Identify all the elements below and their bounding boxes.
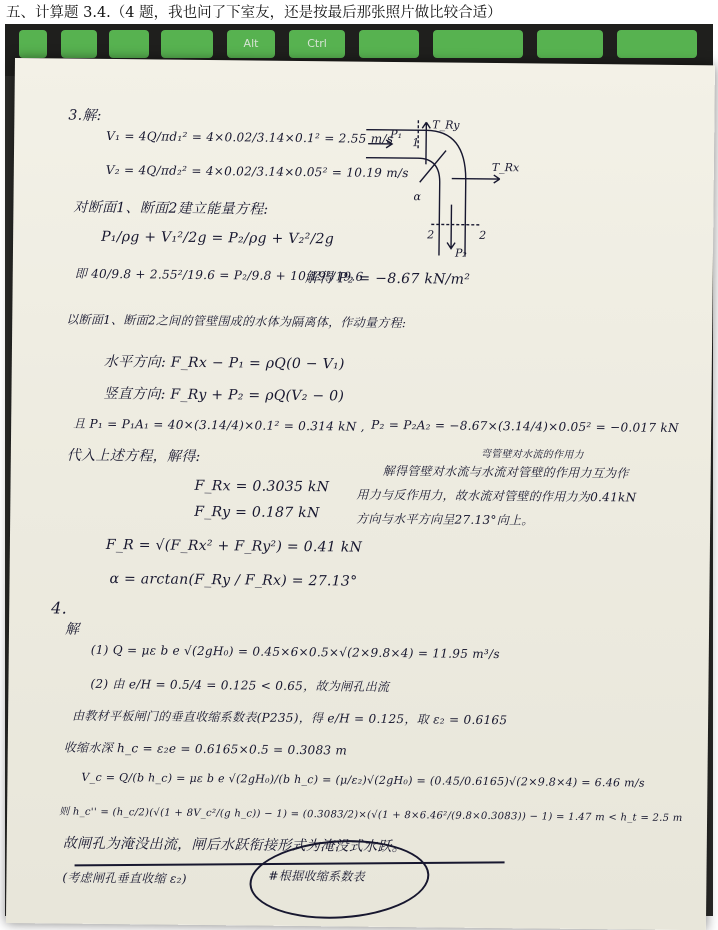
sketch-label: T_Rx — [492, 161, 520, 174]
keyboard-key — [61, 30, 97, 58]
jump-conclusion: 故闸孔为淹没出流，闸后水跃衔接形式为淹没式水跃。 — [63, 833, 406, 857]
keyboard-key — [617, 30, 697, 58]
margin-note-insert: 弯管壁对水流的作用力 — [481, 445, 584, 461]
keyboard-key-ctrl: Ctrl — [289, 30, 345, 58]
substitute-intro: 代入上述方程，解得: — [67, 445, 201, 466]
pressure-2-result: 解得 P₂ = −8.67 kN/m² — [305, 267, 471, 289]
vertical-momentum: 竖直方向: F_Ry + P₂ = ρQ(V₂ − 0) — [103, 383, 344, 406]
force-1-line: 且 P₁ = P₁A₁ = 40×(3.14/4)×0.1² = 0.314 kN , — [73, 415, 365, 435]
conclusion-line-2: 用力与反作用力，故水流对管壁的作用力为0.41kN — [356, 486, 636, 506]
conclusion-line-1: 解得管壁对水流与水流对管壁的作用力互为作 — [383, 462, 629, 482]
problem-4-label: 4. — [51, 598, 67, 617]
sketch-label: α — [414, 190, 422, 203]
energy-equation: P₁/ρg + V₁²/2g = P₂/ρg + V₂²/2g — [101, 229, 334, 247]
keyboard-key — [161, 30, 213, 58]
solve-label: 解 — [65, 619, 80, 639]
resultant-arrow — [420, 150, 446, 182]
conjugate-depth-line: 则 h_c'' = (h_c/2)(√(1 + 8V_c²/(g h_c)) − 1) = (0.3083/2)×(√(1 + 8×6.46²/(9.8×0.3083)) − 1) = 1.47 m < h_t = 2.5 m — [59, 803, 683, 825]
notebook-photo — [5, 24, 713, 916]
problem-3-label: 3.解: — [68, 105, 101, 125]
keyboard-key — [109, 30, 149, 58]
orifice-flow-check: (2) 由 e/H = 0.5/4 = 0.125 < 0.65，故为闸孔出流 — [90, 675, 389, 695]
sketch-label: T_Ry — [432, 118, 460, 131]
force-ry-result: F_Ry = 0.187 kN — [194, 504, 319, 521]
velocity-2-line: V₂ = 4Q/πd₂² = 4×0.02/3.14×0.05² = 10.19 m/s — [106, 163, 409, 180]
energy-equation-intro: 对断面1、断面2建立能量方程: — [73, 197, 268, 219]
force-angle: α = arctan(F_Ry / F_Rx) = 27.13° — [109, 571, 357, 590]
circled-note-text: #根据收缩系数表 — [268, 867, 365, 885]
bend-pipe-diagram — [355, 120, 514, 262]
momentum-equation-intro: 以断面1、断面2之间的管壁围成的水体为隔离体，作动量方程: — [66, 311, 406, 332]
keyboard-key — [537, 30, 603, 58]
resultant-force: F_R = √(F_Rx² + F_Ry²) = 0.41 kN — [106, 537, 362, 556]
energy-equation-values: 即 40/9.8 + 2.55²/19.6 = P₂/9.8 + 10.19²/19.6 — [75, 265, 364, 285]
sketch-label: 1 — [412, 136, 419, 149]
contraction-coefficient-line: 由教材平板闸门的垂直收缩系数表(P235)，得 e/H = 0.125，取 ε₂ = 0.6165 — [72, 707, 507, 729]
discharge-line: (1) Q = με b e √(2gH₀) = 0.45×6×0.5×√(2×9.8×4) = 11.95 m³/s — [91, 643, 500, 661]
sketch-label: 2 — [478, 229, 486, 242]
handwritten-sheet — [6, 58, 715, 930]
velocity-1-line: V₁ = 4Q/πd₁² = 4×0.02/3.14×0.1² = 2.55 m/s — [106, 129, 393, 146]
section-2-line — [431, 224, 481, 225]
keyboard-key-alt: Alt — [227, 30, 275, 58]
inflow-arrow — [368, 140, 392, 148]
sketch-label: P₁ — [389, 128, 402, 141]
keyboard-key — [433, 30, 523, 58]
force-2-line: P₂ = P₂A₂ = −8.67×(3.14/4)×0.05² = −0.017 kN — [371, 418, 679, 435]
force-rx-result: F_Rx = 0.3035 kN — [194, 478, 329, 495]
sketch-label: 2 — [426, 228, 434, 241]
keyboard-key — [359, 30, 419, 58]
horizontal-momentum: 水平方向: F_Rx − P₁ = ρQ(0 − V₁) — [104, 351, 345, 374]
conclusion-line-3: 方向与水平方向呈27.13°向上。 — [356, 510, 534, 529]
sketch-label: P₂ — [454, 247, 467, 260]
contracted-depth-line: 收缩水深 h_c = ε₂e = 0.6165×0.5 = 0.3083 m — [64, 739, 348, 759]
page-heading: 五、计算题 3.4.（4 题，我也问了下室友，还是按最后那张照片做比较合适） — [6, 2, 712, 24]
contracted-velocity-line: V_c = Q/(b h_c) = με b e √(2gH₀)/(b h_c) = (μ/ε₂)√(2gH₀) = (0.45/0.6165)√(2×9.8×4) = 6.46 m/s — [81, 771, 644, 790]
keyboard-key — [19, 30, 47, 58]
remark-line: (考虑闸孔垂直收缩 ε₂) — [62, 869, 187, 887]
outflow-arrow — [447, 205, 455, 249]
force-rx-arrow — [452, 175, 500, 184]
